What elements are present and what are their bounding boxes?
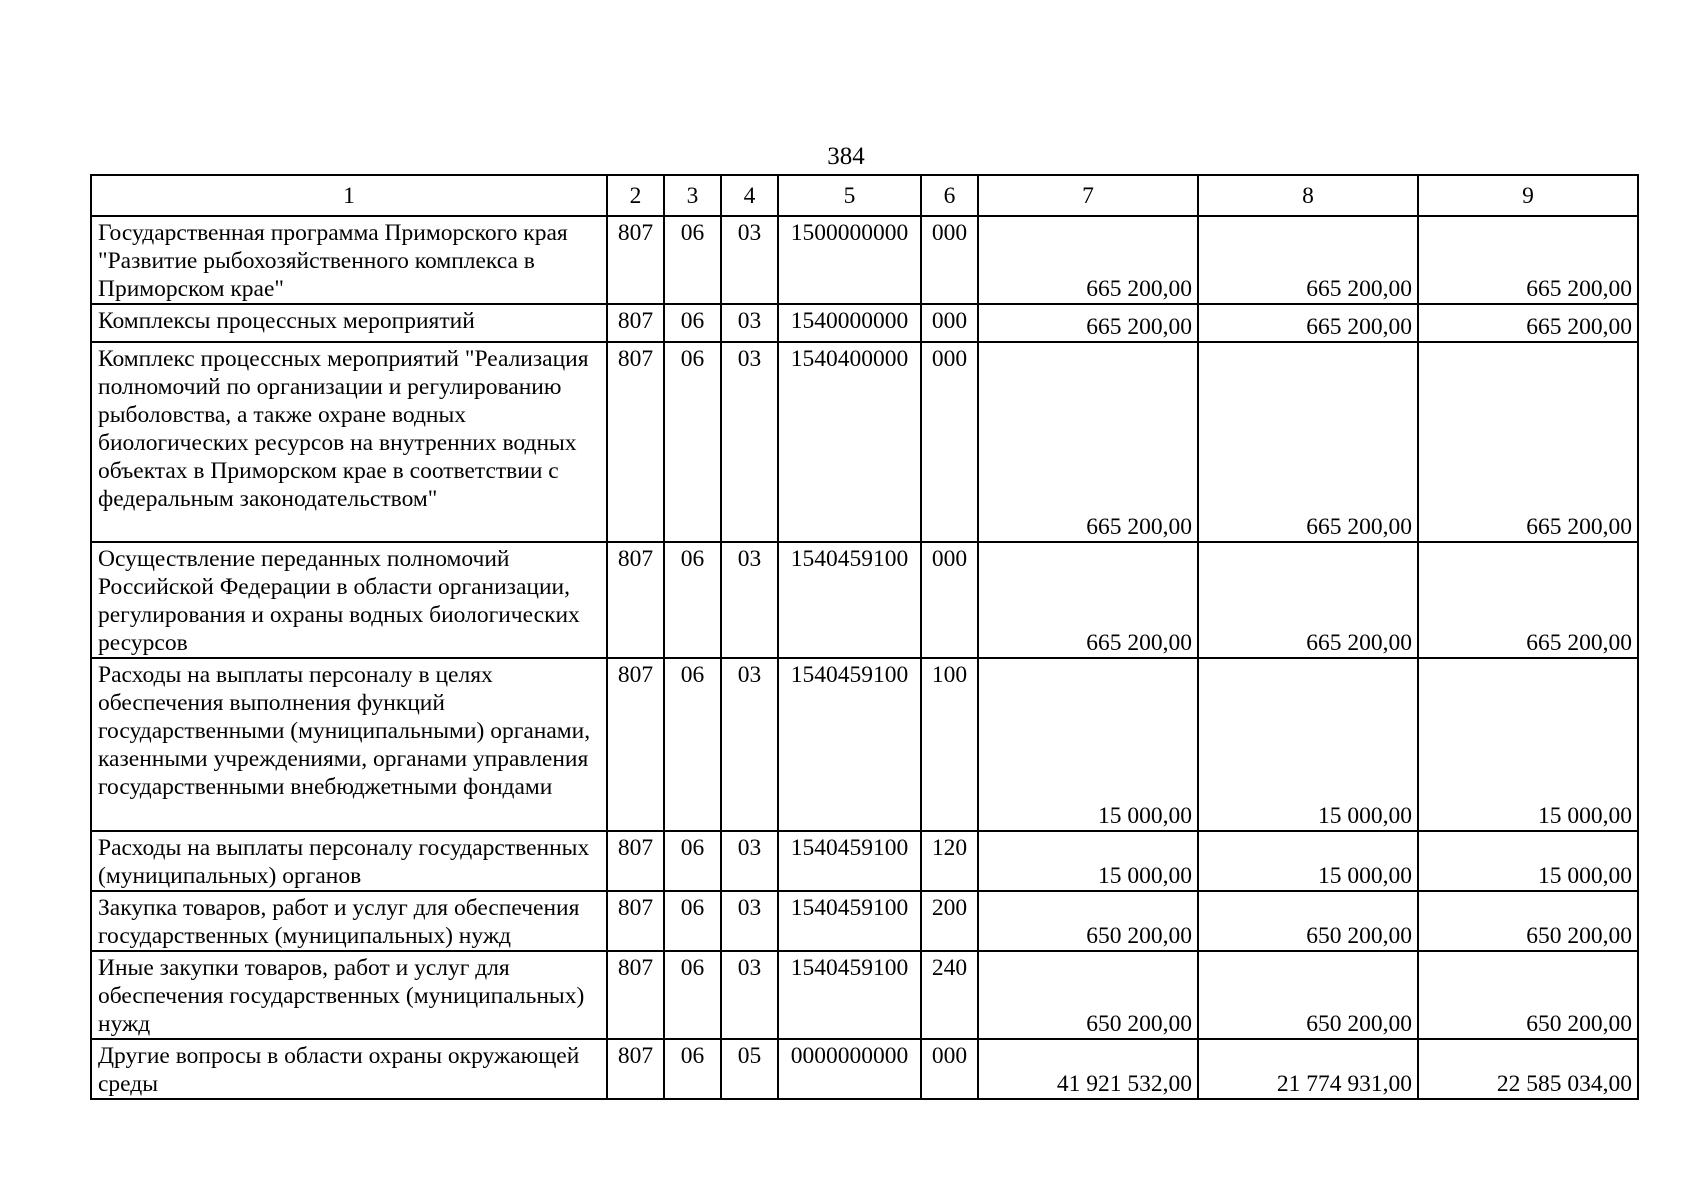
cell-amount-col7: 665 200,00 [978, 542, 1198, 658]
cell-subsection: 05 [721, 1039, 778, 1099]
cell-amount-col9: 15 000,00 [1418, 658, 1638, 831]
cell-target-article: 1540459100 [778, 658, 921, 831]
table-row [91, 342, 1638, 542]
cell-target-article: 1500000000 [778, 216, 921, 304]
cell-expense-type: 000 [921, 304, 978, 342]
budget-table [90, 174, 1639, 1100]
row-name: Комплексы процессных мероприятий [91, 304, 607, 342]
cell-ministry: 807 [607, 216, 664, 304]
column-header: 5 [778, 175, 921, 216]
column-header: 8 [1198, 175, 1418, 216]
column-header: 6 [921, 175, 978, 216]
cell-subsection: 03 [721, 304, 778, 342]
cell-ministry: 807 [607, 1039, 664, 1099]
cell-amount-col9: 665 200,00 [1418, 542, 1638, 658]
row-name: Расходы на выплаты персоналу в целях обеспечения выполнения функций государственными (муниципальными) органами, казенными учреждениями, органами управления государственными внебюджетными фондами [91, 658, 607, 831]
cell-subsection: 03 [721, 342, 778, 542]
cell-amount-col9: 665 200,00 [1418, 304, 1638, 342]
cell-ministry: 807 [607, 891, 664, 951]
cell-amount-col8: 665 200,00 [1198, 342, 1418, 542]
cell-ministry: 807 [607, 304, 664, 342]
cell-amount-col7: 650 200,00 [978, 951, 1198, 1039]
page-number: 384 [827, 143, 865, 170]
cell-expense-type: 240 [921, 951, 978, 1039]
row-name: Комплекс процессных мероприятий "Реализация полномочий по организации и регулированию рыболовства, а также охране водных биологических ресурсов на внутренних водных объектах в Приморском крае в соответствии с федеральным законодательством" [91, 342, 607, 542]
column-header: 9 [1418, 175, 1638, 216]
cell-amount-col8: 665 200,00 [1198, 216, 1418, 304]
cell-subsection: 03 [721, 951, 778, 1039]
cell-section: 06 [664, 542, 721, 658]
cell-amount-col8: 650 200,00 [1198, 951, 1418, 1039]
cell-target-article: 1540459100 [778, 542, 921, 658]
cell-amount-col9: 15 000,00 [1418, 831, 1638, 891]
cell-target-article: 1540000000 [778, 304, 921, 342]
row-name: Закупка товаров, работ и услуг для обеспечения государственных (муниципальных) нужд [91, 891, 607, 951]
cell-amount-col8: 21 774 931,00 [1198, 1039, 1418, 1099]
cell-section: 06 [664, 891, 721, 951]
cell-subsection: 03 [721, 658, 778, 831]
row-name: Государственная программа Приморского края "Развитие рыбохозяйственного комплекса в Приморском крае" [91, 216, 607, 304]
cell-amount-col8: 15 000,00 [1198, 658, 1418, 831]
cell-section: 06 [664, 342, 721, 542]
cell-subsection: 03 [721, 831, 778, 891]
cell-subsection: 03 [721, 891, 778, 951]
cell-target-article: 1540459100 [778, 891, 921, 951]
cell-subsection: 03 [721, 542, 778, 658]
table-row [91, 542, 1638, 658]
row-name: Иные закупки товаров, работ и услуг для обеспечения государственных (муниципальных) нужд [91, 951, 607, 1039]
cell-amount-col7: 650 200,00 [978, 891, 1198, 951]
cell-section: 06 [664, 304, 721, 342]
cell-ministry: 807 [607, 831, 664, 891]
cell-amount-col9: 665 200,00 [1418, 342, 1638, 542]
cell-ministry: 807 [607, 658, 664, 831]
cell-expense-type: 100 [921, 658, 978, 831]
cell-expense-type: 000 [921, 342, 978, 542]
cell-section: 06 [664, 1039, 721, 1099]
row-name: Осуществление переданных полномочий Российской Федерации в области организации, регулирования и охраны водных биологических ресурсов [91, 542, 607, 658]
cell-amount-col7: 665 200,00 [978, 342, 1198, 542]
cell-expense-type: 000 [921, 1039, 978, 1099]
cell-amount-col9: 22 585 034,00 [1418, 1039, 1638, 1099]
column-header: 3 [664, 175, 721, 216]
row-name: Другие вопросы в области охраны окружающей среды [91, 1039, 607, 1099]
cell-expense-type: 120 [921, 831, 978, 891]
cell-expense-type: 000 [921, 216, 978, 304]
table-row [91, 1039, 1638, 1099]
cell-section: 06 [664, 951, 721, 1039]
table-row [91, 831, 1638, 891]
cell-ministry: 807 [607, 342, 664, 542]
cell-expense-type: 000 [921, 542, 978, 658]
cell-target-article: 1540400000 [778, 342, 921, 542]
cell-amount-col9: 665 200,00 [1418, 216, 1638, 304]
cell-amount-col7: 15 000,00 [978, 658, 1198, 831]
column-header: 4 [721, 175, 778, 216]
cell-target-article: 0000000000 [778, 1039, 921, 1099]
column-header: 7 [978, 175, 1198, 216]
table-row [91, 216, 1638, 304]
table-row [91, 891, 1638, 951]
cell-amount-col8: 665 200,00 [1198, 304, 1418, 342]
cell-amount-col7: 15 000,00 [978, 831, 1198, 891]
table-row [91, 951, 1638, 1039]
column-header: 2 [607, 175, 664, 216]
cell-amount-col8: 665 200,00 [1198, 542, 1418, 658]
cell-ministry: 807 [607, 951, 664, 1039]
cell-amount-col8: 15 000,00 [1198, 831, 1418, 891]
cell-section: 06 [664, 216, 721, 304]
row-name: Расходы на выплаты персоналу государственных (муниципальных) органов [91, 831, 607, 891]
cell-amount-col8: 650 200,00 [1198, 891, 1418, 951]
cell-amount-col7: 41 921 532,00 [978, 1039, 1198, 1099]
cell-subsection: 03 [721, 216, 778, 304]
table-row [91, 658, 1638, 831]
cell-amount-col9: 650 200,00 [1418, 891, 1638, 951]
cell-amount-col9: 650 200,00 [1418, 951, 1638, 1039]
cell-target-article: 1540459100 [778, 831, 921, 891]
cell-ministry: 807 [607, 542, 664, 658]
cell-expense-type: 200 [921, 891, 978, 951]
cell-section: 06 [664, 658, 721, 831]
column-header: 1 [91, 175, 607, 216]
table-row [91, 304, 1638, 342]
cell-section: 06 [664, 831, 721, 891]
table-header-row [91, 175, 1638, 216]
cell-amount-col7: 665 200,00 [978, 304, 1198, 342]
cell-target-article: 1540459100 [778, 951, 921, 1039]
cell-amount-col7: 665 200,00 [978, 216, 1198, 304]
